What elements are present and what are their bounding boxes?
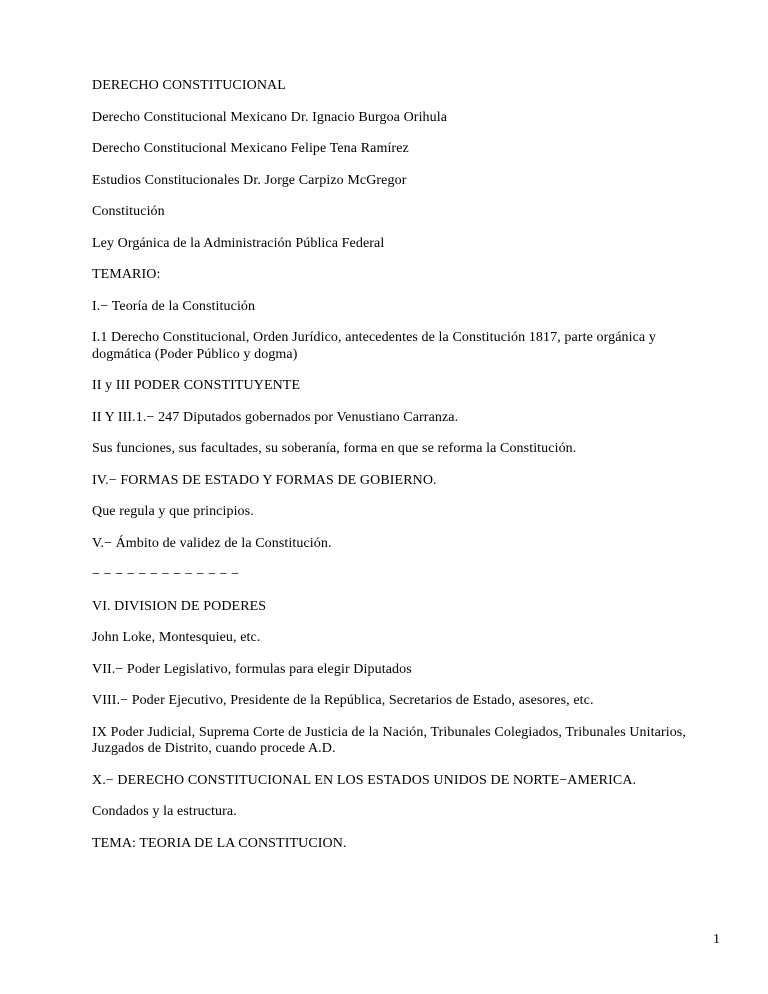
paragraph: V.− Ámbito de validez de la Constitución.: [92, 535, 332, 551]
paragraph: VIII.− Poder Ejecutivo, Presidente de la República, Secretarios de Estado, asesores, etc.: [92, 693, 594, 708]
paragraph: Que regula y que principios.: [92, 504, 254, 519]
paragraph: Ley Orgánica de la Administración Pública Federal: [92, 235, 385, 251]
paragraph: TEMARIO:: [92, 267, 161, 282]
paragraph: VII.− Poder Legislativo, formulas para elegir Diputados: [92, 661, 412, 677]
paragraph: II y III PODER CONSTITUYENTE: [92, 378, 301, 393]
paragraph: Condados y la estructura.: [92, 804, 237, 819]
paragraph: I.1 Derecho Constitucional, Orden Jurídico, antecedentes de la Constitución 1817, parte orgánica y dogmática (Poder Público y dogma): [92, 330, 656, 362]
document-body: [92, 78, 692, 867]
paragraph: Derecho Constitucional Mexicano Dr. Ignacio Burgoa Orihula: [92, 109, 448, 125]
paragraph: Estudios Constitucionales Dr. Jorge Carpizo McGregor: [92, 172, 407, 188]
paragraph: X.− DERECHO CONSTITUCIONAL EN LOS ESTADOS UNIDOS DE NORTE−AMERICA.: [92, 772, 637, 788]
paragraph: TEMA: TEORIA DE LA CONSTITUCION.: [92, 835, 347, 851]
paragraph: Derecho Constitucional Mexicano Felipe Tena Ramírez: [92, 141, 409, 156]
paragraph: II Y III.1.− 247 Diputados gobernados por Venustiano Carranza.: [92, 409, 459, 425]
paragraph: − − − − − − − − − − − − −: [92, 567, 240, 582]
paragraph: IX Poder Judicial, Suprema Corte de Justicia de la Nación, Tribunales Colegiados, Tribunales Unitarios, Juzgados de Distrito, cuando procede A.D.: [92, 724, 686, 756]
paragraph: I.− Teoría de la Constitución: [92, 298, 256, 314]
paragraph: IV.− FORMAS DE ESTADO Y FORMAS DE GOBIERNO.: [92, 472, 437, 488]
page-number: 1: [713, 932, 720, 947]
paragraph: Sus funciones, sus facultades, su soberanía, forma en que se reforma la Constitución.: [92, 441, 577, 456]
paragraph: DERECHO CONSTITUCIONAL: [92, 78, 286, 93]
paragraph: Constitución: [92, 204, 165, 219]
paragraph: John Loke, Montesquieu, etc.: [92, 630, 261, 645]
paragraph: VI. DIVISION DE PODERES: [92, 598, 267, 614]
